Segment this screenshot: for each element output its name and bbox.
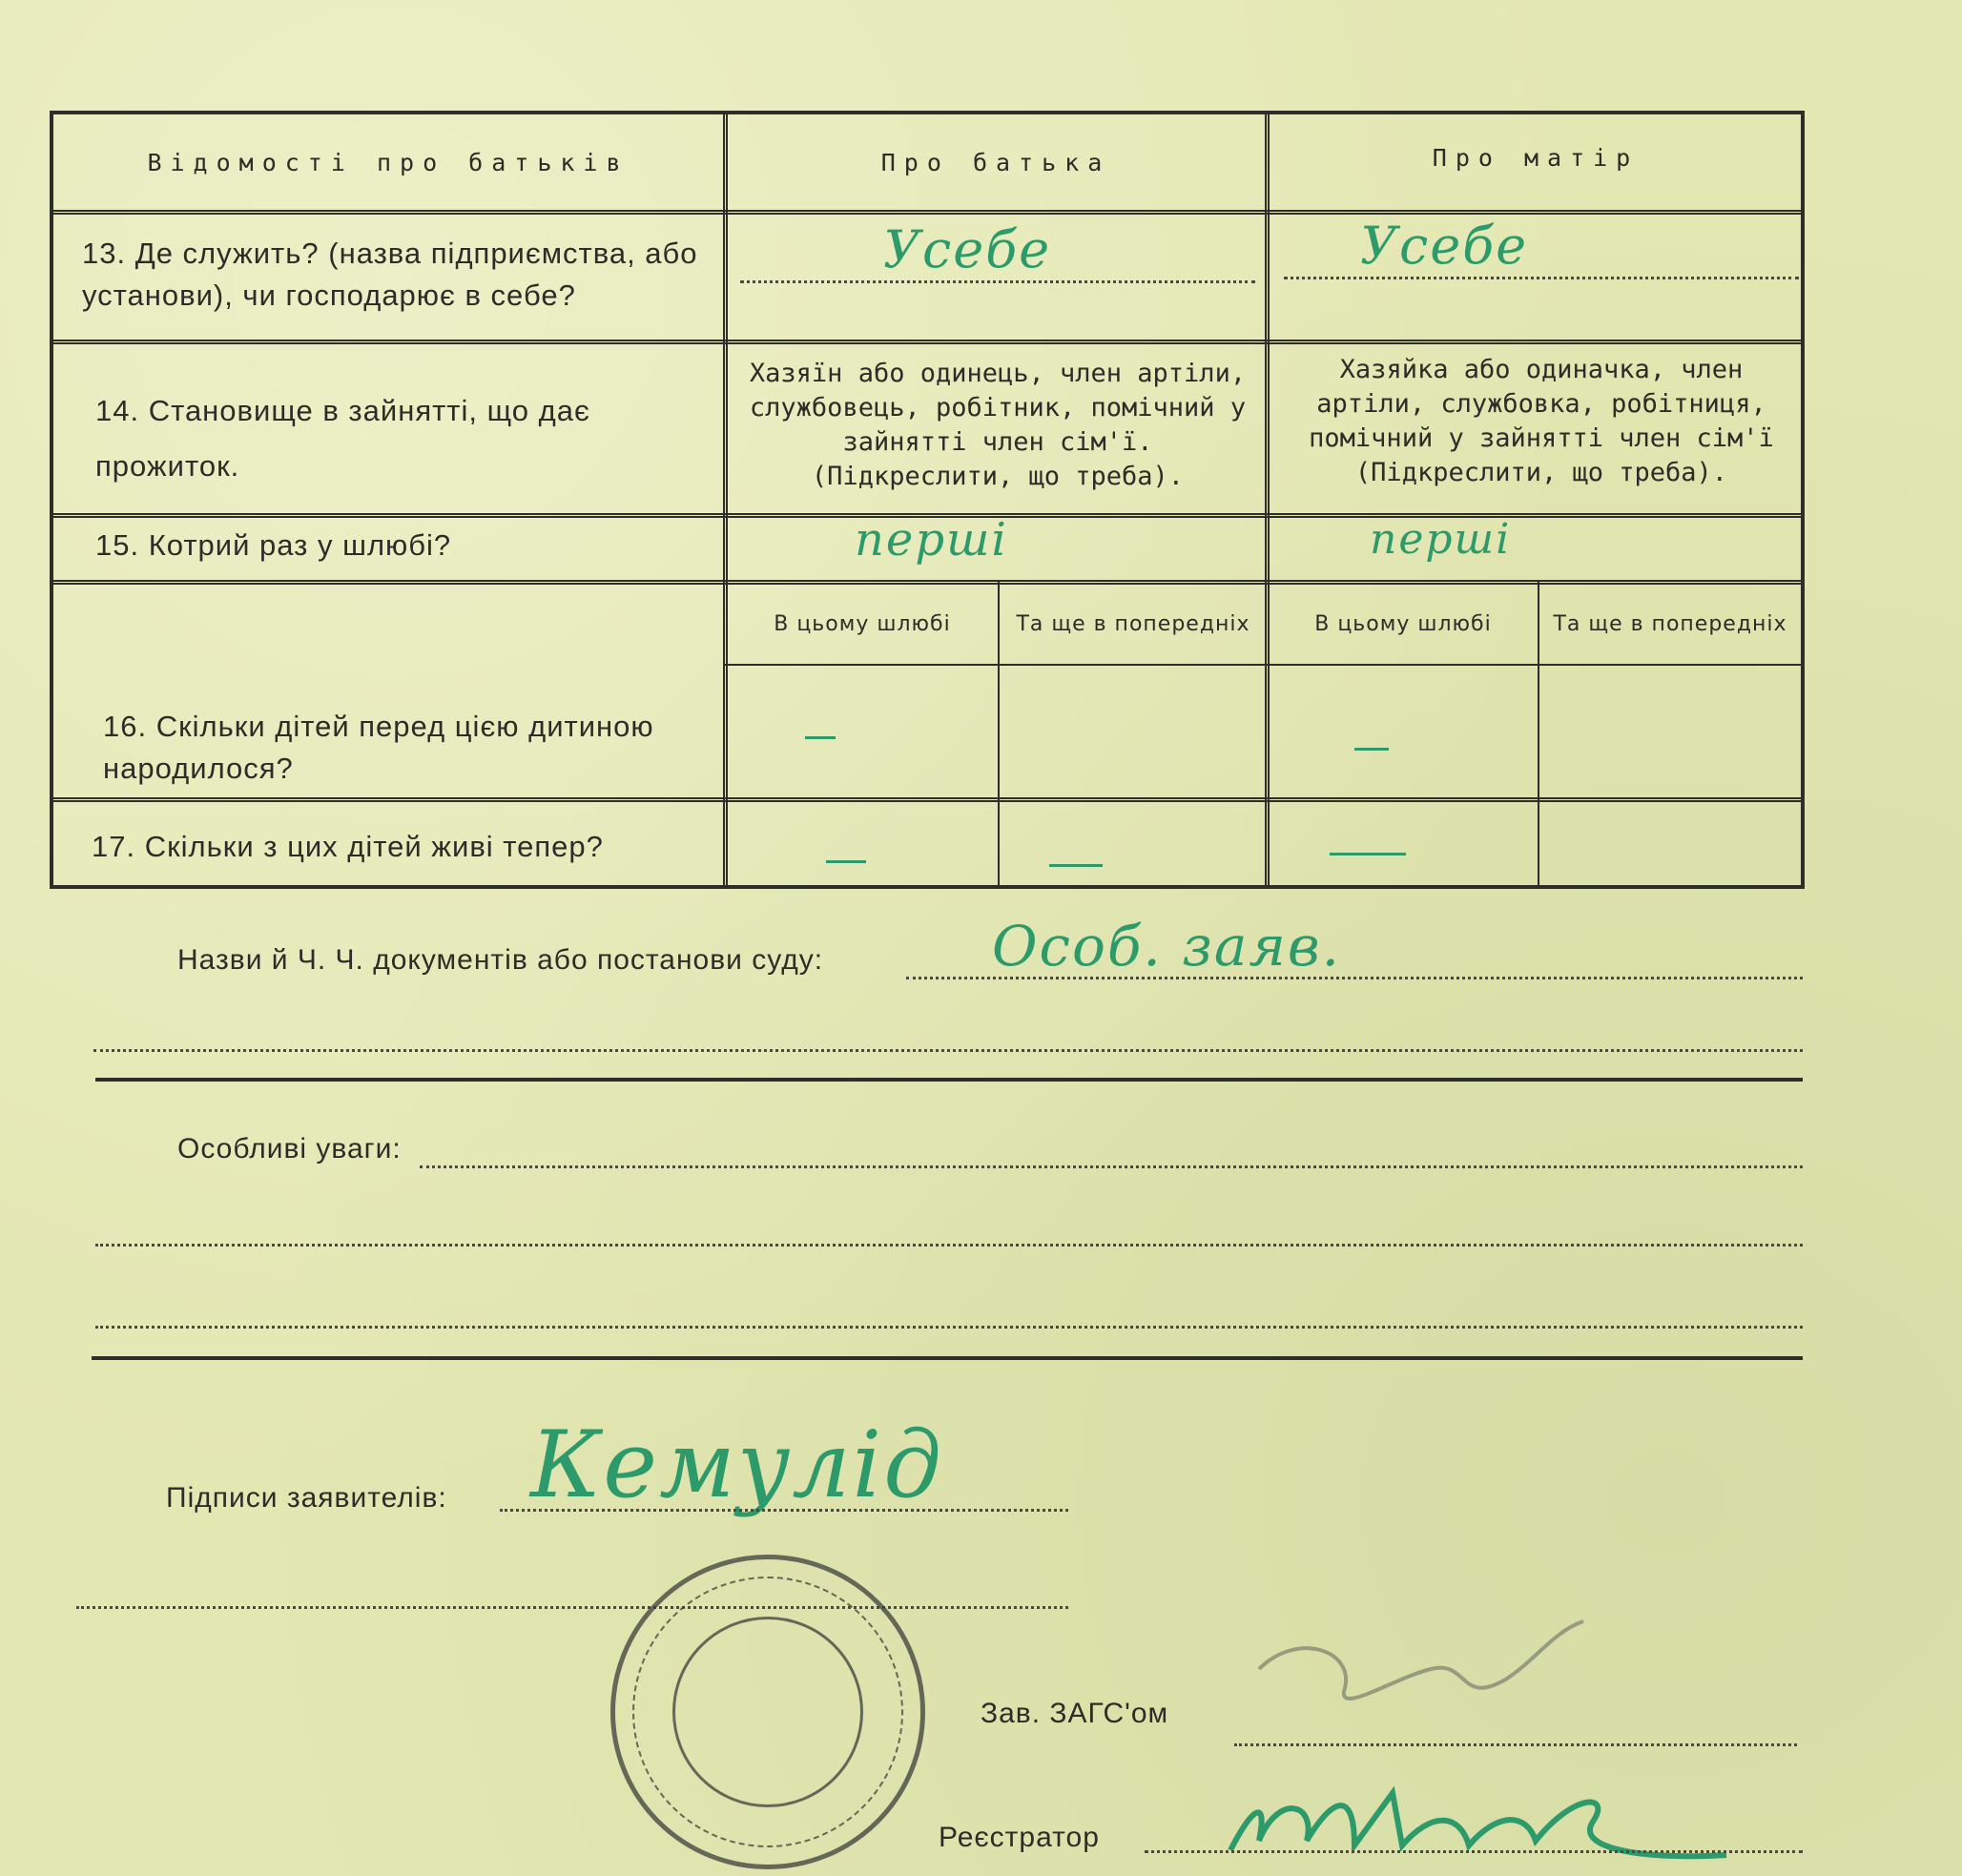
table-divider — [725, 664, 1801, 666]
applicants-signature: Кемулід — [530, 1412, 944, 1518]
question-17: 17. Скільки з цих дітей живі тепер? — [92, 830, 604, 863]
father-previous-header: Та ще в попередніх — [1016, 612, 1250, 636]
dotted-line — [95, 1244, 1803, 1247]
header-mother: Про матір — [1432, 143, 1640, 172]
mother-previous-header: Та ще в попередніх — [1553, 612, 1787, 636]
documents-value: Особ. заяв. — [992, 914, 1342, 979]
table-divider — [53, 340, 1801, 344]
children-alive-father-previous — [1049, 864, 1103, 867]
remarks-label: Особливі уваги: — [177, 1133, 402, 1165]
question-16: 16. Скільки дітей перед цією дитиною народилося? — [103, 710, 654, 785]
mother-this-marriage-header: В цьому шлюбі — [1314, 612, 1492, 636]
table-column-divider — [1538, 582, 1539, 885]
dotted-line — [76, 1606, 1068, 1609]
father-this-marriage-header: В цьому шлюбі — [774, 612, 951, 636]
mother-occupation-options: Хазяйка або одиначка, член артіли, службовка, робітниця, помічний у зайнятті член сім'ї (Підкреслити, що треба). — [1309, 355, 1774, 487]
question-14: 14. Становище в зайнятті, що дає прожиток. — [95, 394, 590, 483]
applicants-signature-label: Підписи заявителів: — [166, 1482, 447, 1514]
question-13: 13. Де служить? (назва підприємства, або установи), чи господарює в себе? — [82, 237, 698, 312]
table-column-divider — [998, 582, 1000, 885]
dotted-line — [1284, 277, 1799, 279]
table-column-divider — [1265, 114, 1270, 885]
dotted-line — [420, 1165, 1803, 1168]
registrar-signature — [1211, 1755, 1745, 1876]
children-born-father-this — [805, 736, 836, 739]
table-divider — [53, 210, 1801, 215]
father-marriage-count: перші — [855, 513, 1008, 567]
dotted-line — [1234, 1743, 1797, 1746]
father-workplace: Усебе — [883, 219, 1052, 279]
section-rule — [95, 1078, 1803, 1082]
question-15: 15. Котрий раз у шлюбі? — [95, 528, 452, 562]
section-rule — [92, 1356, 1803, 1360]
registrar-label: Реєстратор — [939, 1822, 1100, 1853]
mother-workplace: Усебе — [1360, 216, 1529, 276]
dotted-line — [93, 1049, 1803, 1052]
dotted-line — [95, 1326, 1803, 1329]
zags-head-signature — [1240, 1612, 1641, 1755]
dotted-line — [500, 1509, 1068, 1512]
parents-info-table — [50, 111, 1805, 889]
dotted-line — [740, 280, 1255, 283]
mother-marriage-count: перші — [1370, 515, 1512, 564]
children-alive-mother-this — [1330, 853, 1406, 856]
header-parents-info: Відомості про батьків — [147, 148, 630, 176]
children-alive-father-this — [826, 860, 866, 863]
zags-head-label: Зав. ЗАГС'ом — [981, 1698, 1169, 1729]
dotted-line — [906, 977, 1803, 979]
documents-label: Назви й Ч. Ч. документів або постанови суду: — [177, 944, 824, 976]
table-column-divider — [723, 114, 728, 885]
dotted-line — [1145, 1850, 1803, 1853]
children-born-mother-this — [1354, 748, 1389, 751]
header-father: Про батька — [880, 148, 1111, 176]
father-occupation-options: Хазяїн або одинець, член артіли, службовець, робітник, помічний у зайнятті член сім'ї. (Підкреслити, що треба). — [749, 359, 1247, 491]
official-stamp — [610, 1555, 925, 1869]
